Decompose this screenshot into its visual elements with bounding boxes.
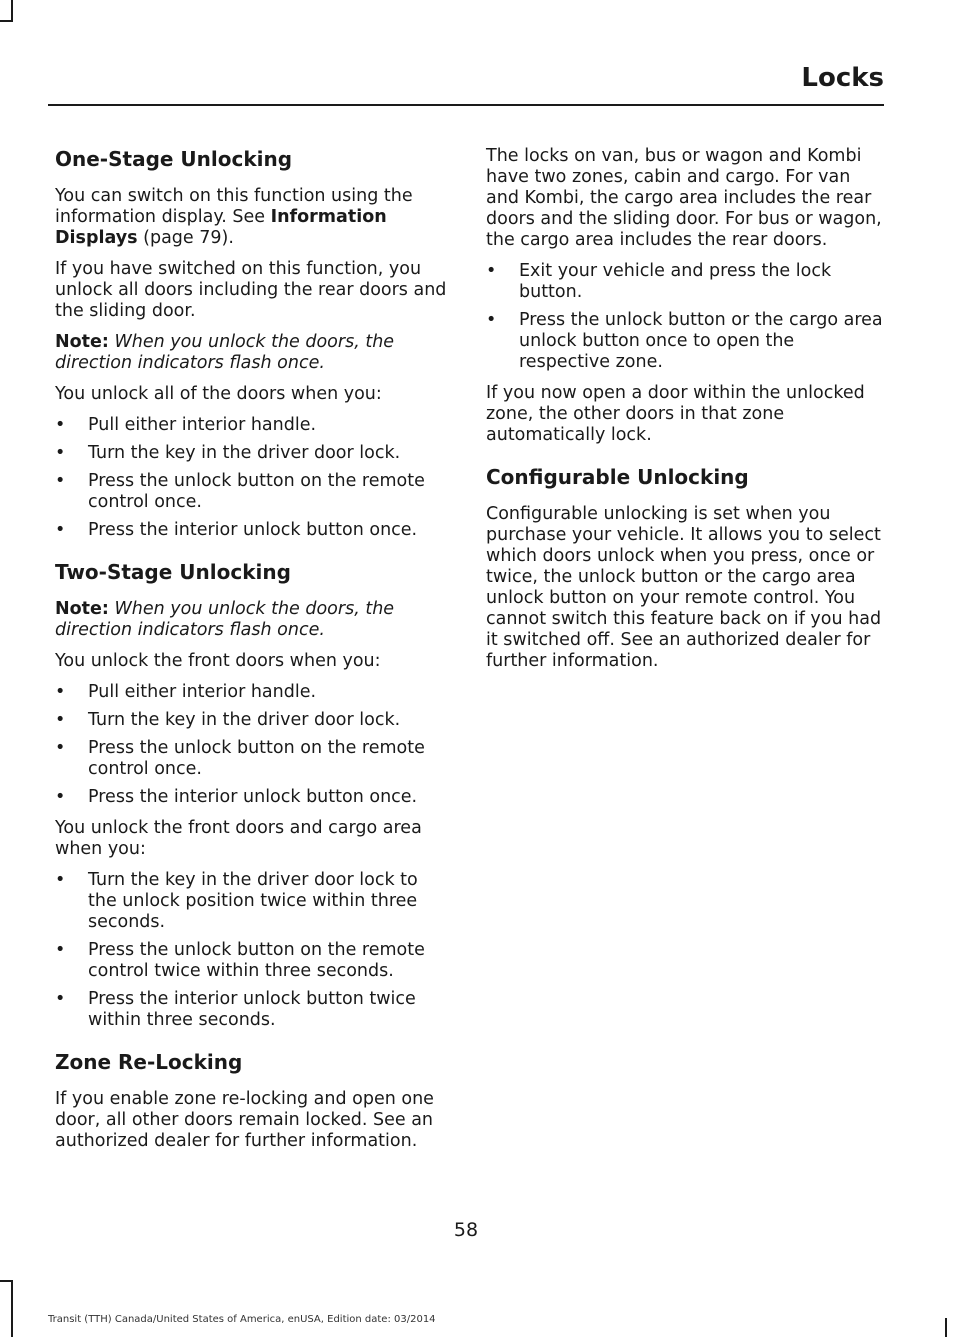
zones-after-para: If you now open a door within the unlocked zone, the other doors in that zone automatically lock. — [486, 383, 865, 445]
page-reference: (page 79). — [143, 228, 234, 248]
crop-mark-bottom-left-h — [0, 1280, 13, 1282]
list-item-text: Turn the key in the driver door lock to the unlock position twice within three seconds. — [88, 870, 418, 932]
intro-text: You can switch on this function using the information display. See — [55, 186, 413, 227]
list-item — [55, 682, 450, 703]
crop-mark-top-left-v — [11, 0, 13, 22]
crop-mark-bottom-left-v — [11, 1280, 13, 1337]
heading-two-stage-unlocking: Two-Stage Unlocking — [55, 560, 291, 584]
list-item-text: Turn the key in the driver door lock. — [88, 443, 401, 463]
page-title: Locks — [801, 63, 884, 93]
list-item — [55, 870, 450, 933]
list-item-text: Pull either interior handle. — [88, 682, 317, 702]
list-item-text: Press the interior unlock button twice within three seconds. — [88, 989, 416, 1030]
one-stage-list — [55, 415, 450, 541]
bullet: • — [486, 310, 497, 330]
list-item — [486, 310, 886, 373]
list-item — [55, 443, 450, 464]
list-item-text: Press the interior unlock button once. — [88, 520, 418, 540]
list-item-text: Press the unlock button or the cargo area unlock button once to open the respective zone. — [519, 310, 883, 372]
list-item-text: Press the unlock button on the remote control twice within three seconds. — [88, 940, 425, 981]
list-item — [55, 738, 450, 780]
bullet: • — [55, 787, 66, 807]
one-stage-note — [55, 332, 450, 374]
zone-relocking-text: If you enable zone re-locking and open one door, all other doors remain locked. See an authorized dealer for further information. — [55, 1089, 434, 1151]
bullet: • — [55, 710, 66, 730]
two-stage-list2 — [55, 870, 450, 1031]
heading-configurable-unlocking: Configurable Unlocking — [486, 465, 749, 489]
bullet: • — [55, 471, 66, 491]
bullet: • — [55, 443, 66, 463]
bullet: • — [55, 989, 66, 1009]
list-item — [55, 471, 450, 513]
bullet: • — [55, 520, 66, 540]
list-item — [55, 940, 450, 982]
zones-para: The locks on van, bus or wagon and Kombi have two zones, cabin and cargo. For van and Kombi, the cargo area includes the rear doors and the sliding door. For bus or wagon, the cargo area includes the rear doors. — [486, 146, 882, 250]
crop-mark-top-left-h — [0, 20, 13, 22]
footer-edition-text: Transit (TTH) Canada/United States of America, enUSA, Edition date: 03/2014 — [48, 1314, 436, 1325]
bullet: • — [486, 261, 497, 281]
note-label: Note: — [55, 599, 109, 619]
list-item-text: Press the interior unlock button once. — [88, 787, 418, 807]
one-stage-intro — [55, 186, 450, 249]
list-item-text: Press the unlock button on the remote control once. — [88, 738, 425, 779]
list-item — [55, 520, 450, 541]
bullet: • — [55, 870, 66, 890]
configurable-text: Configurable unlocking is set when you purchase your vehicle. It allows you to select which doors unlock when you press, once or twice, the unlock button or the cargo area unlock button on your remote control. You cannot switch this feature back on if you had it switched off. See an authorized dealer for further information. — [486, 504, 882, 671]
list-item — [55, 787, 450, 808]
two-stage-list1 — [55, 682, 450, 808]
list-item — [55, 710, 450, 731]
list-item — [55, 989, 450, 1031]
list-item — [55, 415, 450, 436]
note-text: When you unlock the doors, the direction indicators flash once. — [55, 332, 395, 373]
bullet: • — [55, 940, 66, 960]
list-item-text: Press the unlock button on the remote control once. — [88, 471, 425, 512]
bullet: • — [55, 415, 66, 435]
one-stage-para: If you have switched on this function, you unlock all doors including the rear doors and the sliding door. — [55, 259, 447, 321]
title-rule — [48, 104, 884, 106]
right-column — [486, 146, 886, 682]
list-item-text: Exit your vehicle and press the lock button. — [519, 261, 832, 302]
zones-list — [486, 261, 886, 373]
list-item — [486, 261, 886, 303]
information-displays-link[interactable]: Information Displays — [55, 207, 387, 248]
crop-mark-bottom-right-v — [945, 1318, 947, 1337]
left-column — [55, 146, 450, 1162]
list-item-text: Pull either interior handle. — [88, 415, 317, 435]
one-stage-list-intro: You unlock all of the doors when you: — [55, 384, 382, 404]
note-label: Note: — [55, 332, 109, 352]
two-stage-list2-intro: You unlock the front doors and cargo area when you: — [55, 818, 422, 859]
heading-zone-re-locking: Zone Re-Locking — [55, 1050, 243, 1074]
note-text: When you unlock the doors, the direction indicators flash once. — [55, 599, 395, 640]
heading-one-stage-unlocking: One-Stage Unlocking — [55, 147, 293, 171]
bullet: • — [55, 682, 66, 702]
page-number: 58 — [453, 1219, 479, 1241]
bullet: • — [55, 738, 66, 758]
list-item-text: Turn the key in the driver door lock. — [88, 710, 401, 730]
two-stage-list1-intro: You unlock the front doors when you: — [55, 651, 381, 671]
two-stage-note — [55, 599, 450, 641]
